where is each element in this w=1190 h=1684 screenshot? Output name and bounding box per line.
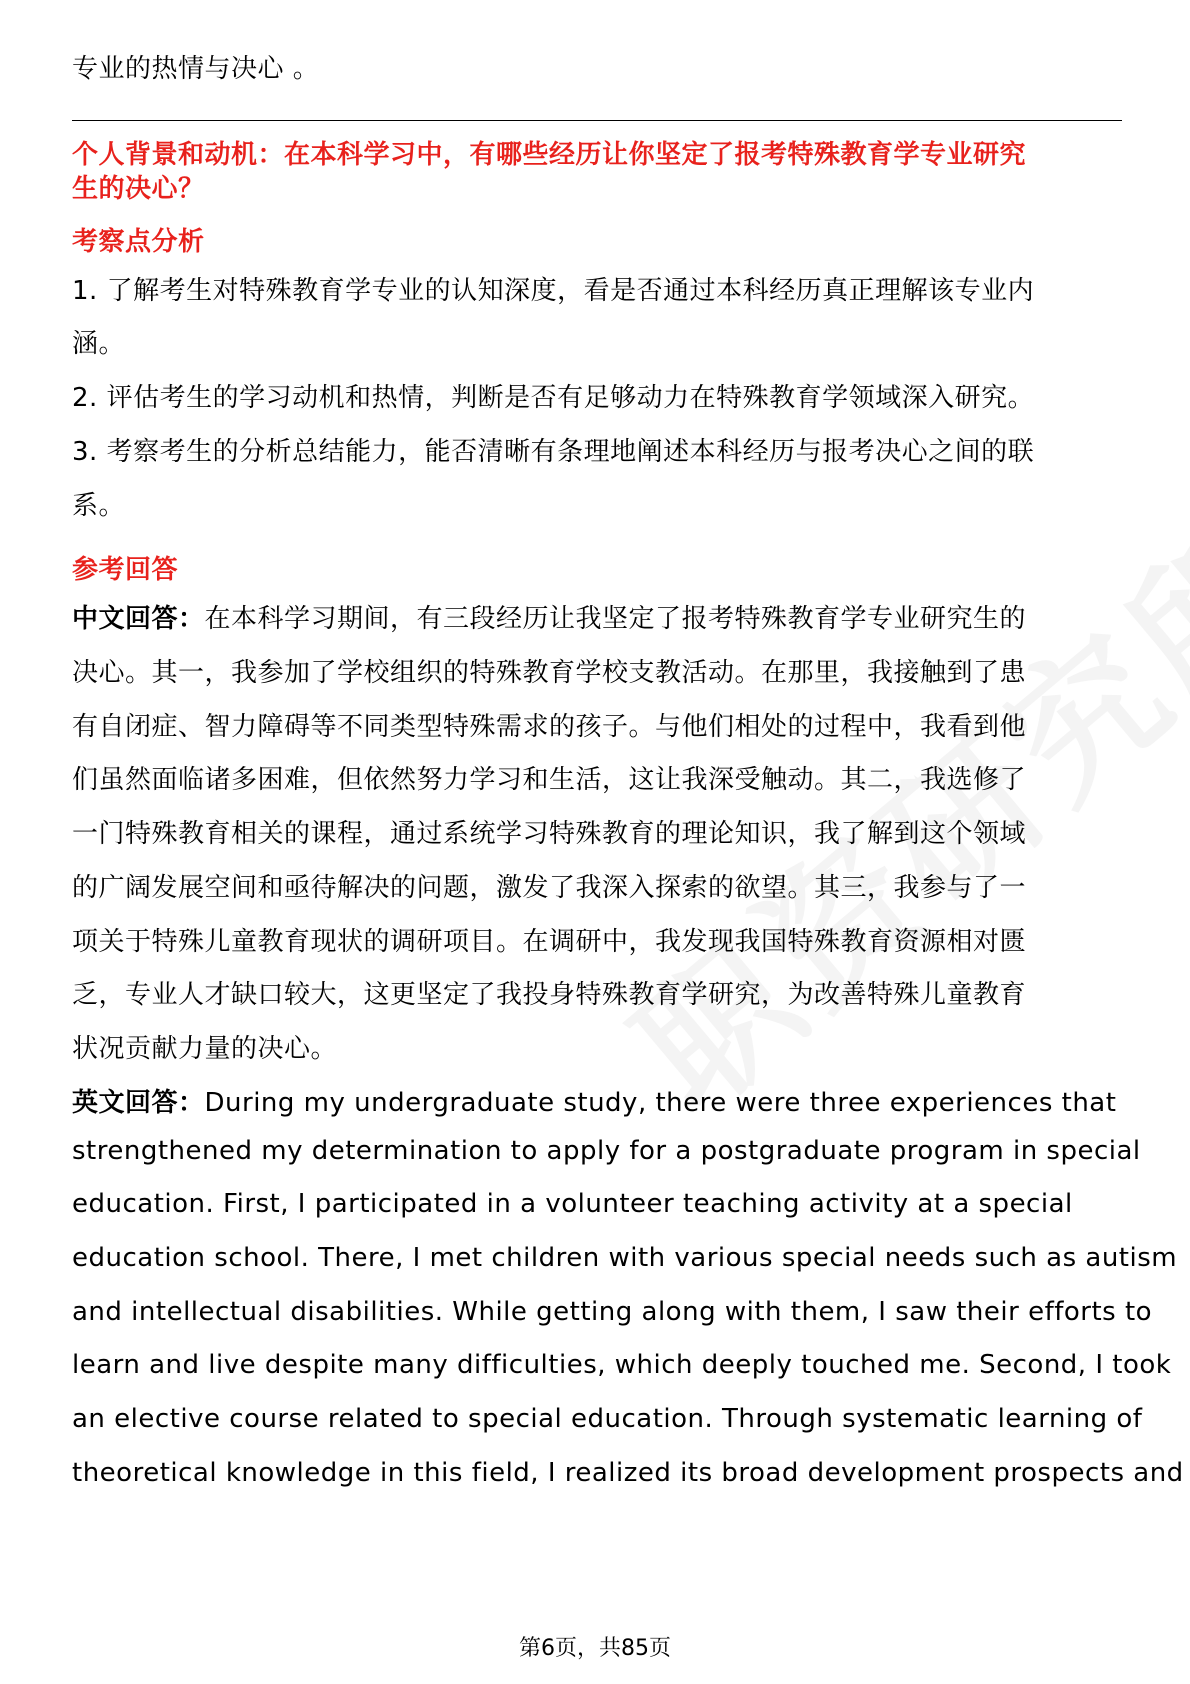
analysis-line: 1. 了解考生对特殊教育学专业的认知深度，看是否通过本科经历真正理解该专业内 bbox=[72, 276, 1035, 306]
cn-answer-text: 在本科学习期间，有三段经历让我坚定了报考特殊教育学专业研究生的 bbox=[204, 604, 1027, 634]
cn-answer-line: 们虽然面临诸多困难，但依然努力学习和生活，这让我深受触动。其二，我选修了 bbox=[72, 765, 1027, 795]
divider bbox=[72, 120, 1122, 121]
analysis-heading: 考察点分析 bbox=[72, 227, 205, 257]
cn-answer-line: 的广阔发展空间和亟待解决的问题，激发了我深入探索的欲望。其三，我参与了一 bbox=[72, 873, 1027, 903]
reference-heading: 参考回答 bbox=[72, 555, 179, 585]
analysis-line: 2. 评估考生的学习动机和热情，判断是否有足够动力在特殊教育学领域深入研究。 bbox=[72, 383, 1035, 413]
question-line-1: 个人背景和动机：在本科学习中，有哪些经历让你坚定了报考特殊教育学专业研究 bbox=[72, 140, 1027, 170]
en-answer-line bbox=[72, 1082, 1122, 1119]
cn-answer-line: 有自闭症、智力障碍等不同类型特殊需求的孩子。与他们相处的过程中，我看到他 bbox=[72, 712, 1027, 742]
cn-answer-line: 项关于特殊儿童教育现状的调研项目。在调研中，我发现我国特殊教育资源相对匮 bbox=[72, 927, 1027, 957]
analysis-line: 涵。 bbox=[72, 329, 126, 359]
en-answer-label: 英文回答： bbox=[72, 1088, 205, 1118]
analysis-line: 系。 bbox=[72, 491, 126, 521]
en-answer-line: and intellectual disabilities. While getting along with them, I saw their efforts to bbox=[72, 1297, 1153, 1327]
cn-answer-line: 一门特殊教育相关的课程，通过系统学习特殊教育的理论知识，我了解到这个领域 bbox=[72, 819, 1027, 849]
en-answer-line: theoretical knowledge in this field, I realized its broad development prospects and bbox=[72, 1458, 1184, 1488]
cn-answer-line: 状况贡献力量的决心。 bbox=[72, 1034, 338, 1064]
en-answer-line: education. First, I participated in a volunteer teaching activity at a special bbox=[72, 1189, 1073, 1219]
cn-answer-label: 中文回答： bbox=[72, 604, 205, 634]
cn-answer-line bbox=[72, 598, 1122, 635]
en-answer-line: strengthened my determination to apply for a postgraduate program in special bbox=[72, 1136, 1141, 1166]
page-number: 第6页，共85页 bbox=[519, 1636, 671, 1661]
question-line-2: 生的决心？ bbox=[72, 174, 205, 204]
en-answer-text: During my undergraduate study, there were three experiences that bbox=[204, 1088, 1117, 1118]
en-answer-line: learn and live despite many difficulties, which deeply touched me. Second, I took bbox=[72, 1350, 1172, 1380]
cn-answer-line: 决心。其一，我参加了学校组织的特殊教育学校支教活动。在那里，我接触到了患 bbox=[72, 658, 1027, 688]
analysis-line: 3. 考察考生的分析总结能力，能否清晰有条理地阐述本科经历与报考决心之间的联 bbox=[72, 437, 1035, 467]
en-answer-line: an elective course related to special education. Through systematic learning of bbox=[72, 1404, 1143, 1434]
en-answer-line: education school. There, I met children with various special needs such as autism bbox=[72, 1243, 1178, 1273]
continued-text: 专业的热情与决心 。 bbox=[72, 54, 320, 84]
cn-answer-line: 乏，专业人才缺口较大，这更坚定了我投身特殊教育学研究，为改善特殊儿童教育 bbox=[72, 980, 1027, 1010]
